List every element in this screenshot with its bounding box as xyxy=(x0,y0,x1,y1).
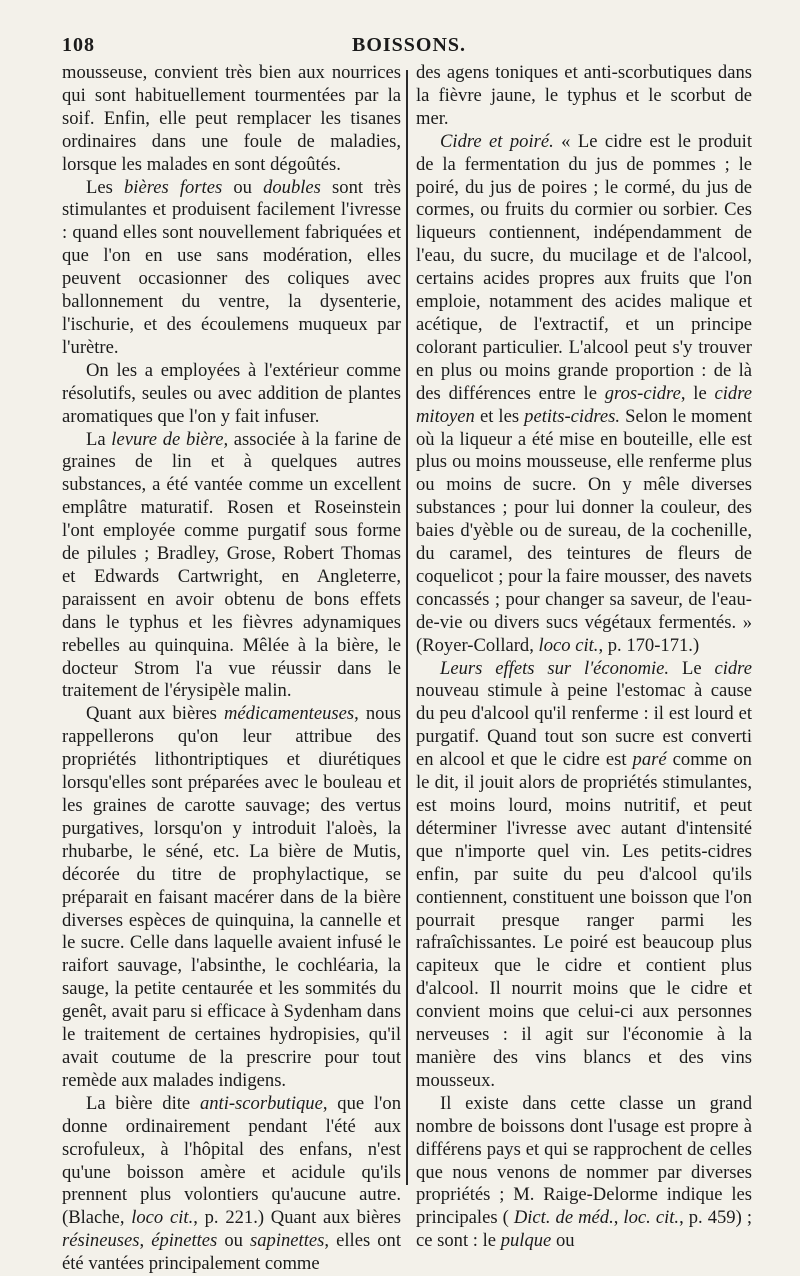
body-text: ou xyxy=(551,1230,575,1252)
body-text: associée à la farine de graines de lin et à quelques autres substances, a été vantée comme un excellent emplâtre maturatif. Rosen et Roseinstein l'ont employée comme purgatif sous forme de pilules ; Bradley, Grose, Robert Thomas et Edwards Cartwright, en Angleterre, paraissent en avoir obtenu de bons effets dans le typhus et les fièvres adynamiques rebelles au quinquina. Mêlée à la bière, le docteur Strom l'a vue réussir dans le traitement de l'érysipèle malin. xyxy=(62,428,402,702)
column-divider xyxy=(406,70,408,1185)
italic-text: résineuses xyxy=(62,1230,140,1252)
italic-text: médicamenteuses xyxy=(223,703,355,725)
body-text: « Le cidre est le produit de la fermentation du jus de pommes ; le poiré, du jus de poires ; le cormé, du jus de cormes, ou fruits du cormier ou sorbier. Ces liqueurs contiennent, indépendamment de l'eau, du sucre, du mucilage et de l'alcool, certains acides propres aux fruits que l'on emploie, notamment des acides malique et acétique, de l'extractif, et un principe colorant particulier. L'alcool peut s'y trouver en plus ou moins grande proportion : de là des différences entre le xyxy=(416,130,753,404)
italic-text: loco cit. xyxy=(131,1207,194,1229)
body-text: , elles ont été vantées principalement comme xyxy=(62,1230,402,1275)
body-text: Quant aux bières xyxy=(86,703,224,725)
running-title: BOISSONS. xyxy=(352,34,467,56)
body-text: , xyxy=(613,1207,624,1229)
italic-text: anti-scorbutique xyxy=(199,1092,323,1114)
body-text: mousseuse, convient très bien aux nourrices qui sont habituellement tourmentées par la soif. Enfin, elle peut remplacer les tisanes ordinaires dans une foule de maladies, lorsque les malades en sont dégoûtés. xyxy=(62,62,401,175)
paragraph xyxy=(416,62,752,131)
body-text: Selon le moment où la liqueur a été mise en bouteille, elle est plus ou moins mousseuse, elle renferme plus ou moins de sucre. On y mêle diverses substances ; pour lui donner la couleur, des baies d'yèble ou de sureau, de la cochenille, du caramel, des teintures de fleurs de coquelicot ; pour la faire mousser, des navets concassés ; pour changer sa saveur, de l'eau-de-vie ou divers sucs végétaux fermentés. » (Royer-Collard, xyxy=(416,405,752,656)
body-text: Les xyxy=(86,176,124,198)
paragraph xyxy=(416,658,752,1093)
page-header xyxy=(62,30,750,64)
body-text: des agens toniques et anti-scorbutiques dans la fièvre jaune, le typhus et le scorbut de mer. xyxy=(416,62,752,129)
italic-text: épinettes xyxy=(151,1230,218,1252)
italic-text: cidre xyxy=(714,657,752,679)
body-text: La xyxy=(86,428,112,450)
body-text: , que l'on donne ordinairement pendant l'été aux scrofuleux, à l'hôpital des enfans, n'est qu'une boisson amère et acidule qu'ils prennent plus volontiers qu'aucune autre. (Blache, xyxy=(62,1092,401,1229)
body-text: nouveau stimule à peine l'estomac à cause du peu d'alcool qu'il renferme : il est lourd et purgatif. Quand tout son sucre est converti en alcool et que le cidre est xyxy=(416,680,752,771)
body-text: , p. 170-171.) xyxy=(598,634,700,656)
body-text: , p. 221.) Quant aux bières xyxy=(193,1207,401,1229)
body-text: et les xyxy=(474,405,525,427)
italic-text: levure de bière, xyxy=(111,428,229,450)
page-number: 108 xyxy=(62,34,95,56)
italic-text: cidre mitoyen xyxy=(416,382,752,427)
body-text: Le xyxy=(669,657,715,679)
body-text: ou xyxy=(217,1230,251,1252)
italic-text: loc. cit. xyxy=(623,1207,680,1229)
paragraph xyxy=(62,177,401,360)
italic-text: pulque xyxy=(500,1230,552,1252)
body-text: , le xyxy=(680,382,715,404)
italic-text: petits-cidres. xyxy=(524,405,621,427)
body-text: , xyxy=(139,1230,152,1252)
right-column xyxy=(416,62,752,1253)
body-text: , nous rappellerons qu'on leur attribue des propriétés lithontriptiques et diurétiques lorsqu'elles sont préparées avec le bouleau et les graines de carotte sauvage; des vertus purgatives, lorsqu'on y introduit l'aloès, la rhubarbe, le séné, etc. La bière de Mutis, décorée du titre de prophylactique, se préparait en faisant macérer dans de la bière diverses espèces de quinquina, la cannelle et le sucre. Celle dans laquelle avaient infusé le raifort sauvage, l'absinthe, le cochléaria, la sauge, la petite centaurée et les sommités du genêt, avait paru si efficace à Sydenham dans le traitement de certaines hydropisies, qu'il avait coutume de la prescrire pour tout remède aux malades indigens. xyxy=(62,703,401,1091)
paragraph xyxy=(62,360,401,429)
italic-text: paré xyxy=(632,749,667,771)
body-text: On les a employées à l'extérieur comme résolutifs, seules ou avec addition de plantes aromatiques que l'on y fait infuser. xyxy=(62,359,401,427)
body-text: ou xyxy=(222,176,264,198)
italic-text: Cidre et poiré. xyxy=(440,130,554,152)
paragraph xyxy=(416,131,752,658)
paragraph xyxy=(62,429,401,704)
italic-text: bières fortes xyxy=(123,176,223,198)
left-column xyxy=(62,62,401,1276)
paragraph xyxy=(416,1093,752,1253)
italic-text: gros-cidre xyxy=(604,382,681,404)
body-text: Il existe dans cette classe un grand nombre de boissons dont l'usage est propre à différens pays et qui se rapprochent de celles que nous venons de nommer par diverses propriétés ; M. Raige-Delorme indique les principales ( xyxy=(416,1092,752,1229)
italic-text: Leurs effets sur l'économie. xyxy=(440,657,670,679)
body-text: , p. 459) ; ce sont : le xyxy=(416,1207,752,1252)
body-text: comme on le dit, il jouit alors de propriétés stimulantes, est moins lourd, moins nutritif, et peut déterminer l'ivresse avec autant d'intensité que n'importe quel vin. Les petits-cidres enfin, par suite du peu d'alcool qu'ils contiennent, constituent une boisson que l'on pourrait presque ranger parmi les rafraîchissantes. Le poiré est beaucoup plus capiteux que le cidre et contient plus d'alcool. Il nourrit moins que le cidre et convient moins que celui-ci aux personnes nerveuses : il agit sur l'économie à la manière des vins blancs et des vins mousseux. xyxy=(416,749,752,1091)
italic-text: doubles xyxy=(263,176,321,198)
italic-text: sapinettes xyxy=(250,1230,325,1252)
body-text: La bière dite xyxy=(86,1092,200,1114)
paragraph xyxy=(62,703,401,1092)
italic-text: loco cit. xyxy=(538,634,599,656)
paragraph xyxy=(62,1093,401,1276)
body-text: sont très stimulantes et produisent facilement l'ivresse : quand elles sont nouvellement fabriquées et que l'on en use sans modération, elles peuvent occasionner des coliques avec ballonnement du ventre, la dysenterie, l'ischurie, et des écoulemens muqueux par l'urètre. xyxy=(62,176,401,358)
italic-text: Dict. de méd. xyxy=(513,1207,614,1229)
paragraph xyxy=(62,62,401,177)
